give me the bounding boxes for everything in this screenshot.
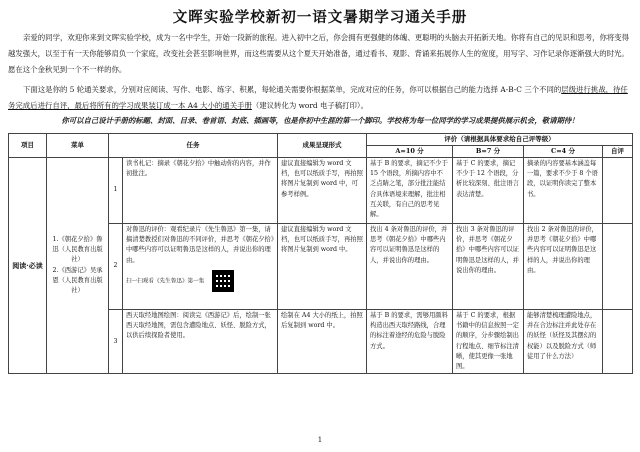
header-format: 成果呈现形式 [278,134,367,158]
qr-code-icon[interactable] [212,270,234,292]
project-label: 阅读·必读 [9,158,47,374]
row-number: 1 [109,158,123,224]
grade-c-cell: 能够清楚梳理遭险地点，并在合边标注并此处存在的妖怪（妖怪及其摆幻的权能）以及脱险方式（师徒用了什么方法） [524,310,603,374]
header-project: 项目 [9,134,47,158]
menu-cell: 1.《朝花夕拾》鲁迅（人民教育出版社） 2.《西游记》吴承恩（人民教育出版社） [47,158,109,374]
qr-caption: 扫一扫观看《先生鲁迅》第一集 [126,278,205,285]
grade-a-cell: 基于 B 的要求，摘记不少于 15 个语段，所摘内容中不乏点睛之笔，部分批注能结合具体语境来理解，批注相互关联，有自己的思考见解。 [367,158,453,224]
format-cell: 绘制在 A4 大小的纸上，拍照后复制到 word 中。 [278,310,367,374]
grade-b-cell: 基于 C 的要求，摘记不少于 12 个语段，分析比较深刻、批注语言表达清楚。 [453,158,524,224]
self-eval-cell[interactable] [603,158,633,224]
intro-paragraph: 亲爱的同学，欢迎你来到文晖实验学校，成为一名中学生，开始一段新的旅程。进入初中之后，你会拥有更强健的体魄、更聪明的头脑去开拓新天地。你将有自己的见识和思考，你将变得越发强大，以至于有一天你能够肩负一个家庭，改变社会甚至影响世界，而这些需要从这个夏天开始准备，通过看书、观影、背诵来拓展你人生的宽度，用写字、习作记录你逐渐强大的时光。愿在这个金秋见到一个不一样的你。 [8,33,630,75]
grade-a-cell: 找出 4 条对鲁迅的评价，并思考《朝花夕拾》中哪些内容可以证明鲁迅是这样的人，并说出你的理由。 [367,224,453,310]
tip-line: 你可以自己设计手册的标题、封面、目录、卷首语、封底、插画等，也是你初中生涯的第一个脚印。学校将为每一位同学的学习成果提供展示机会，敬请期待！ [61,116,579,125]
header-eval: 评价（请根据具体要求给自己评等级） [367,134,633,146]
header-self: 自评 [603,146,633,158]
self-eval-cell[interactable] [603,224,633,310]
format-cell: 建议直接编辑为 word 文档，也可以纸质手写，再拍照将图片复制到 word 中。 [278,224,367,310]
header-menu: 菜单 [47,134,109,158]
header-grade-b: B=7 分 [453,146,524,158]
rules-text-underlined: 层级进行挑战，待任务完成后进行自评 [8,85,628,111]
rules-text-after: （建议转化为 word 电子稿打印）。 [251,101,368,111]
task-cell: 读书札记：摘录《朝花夕拾》中触动你的内容，并作初批注。 [123,158,278,224]
grade-a-cell: 基于 B 的要求，需够用颜料构造出西天取经路线，合理的标注着途经的危险与脱险方式。 [367,310,453,374]
self-eval-cell[interactable] [603,310,633,374]
task-cell [123,224,278,310]
header-task: 任务 [109,134,278,158]
task-text: 对鲁迅的评价：观看纪录片《先生鲁迅》第一集，请搞清楚教授们对鲁迅的不同评价，并思考《朝花夕拾》中哪些内容可以证明鲁迅是这样的人，并说出你的理由。 [126,226,274,264]
rules-paragraph [8,82,632,114]
grade-c-cell: 摘录的内容要基本涵盖每一篇，要求不少于 8 个语段，以证明你读完了整本书。 [524,158,603,224]
rules-text-mid: ，最后将所有的学习成果装订成一本 A4 大小的通关手册 [67,101,252,111]
header-grade-a: A=10 分 [367,146,453,158]
task-table [8,133,633,374]
header-grade-c: C=4 分 [524,146,603,158]
task-cell: 西天取经地图绘图：阅读完《西游记》后，绘制一张西天取经地图，需包含遭险地点、妖怪、脱险方式，以供后续探险者使用。 [123,310,278,374]
row-number: 2 [109,224,123,310]
grade-b-cell: 基于 C 的要求，根据书籍中的信息按照一定的顺序，分步骤绘制出行程地点、细节标注清晰，使其更像一张地图。 [453,310,524,374]
page-number: 1 [317,436,323,444]
rules-text-before: 下面这是你的 5 轮通关要求，分别对应阅读、写作、电影、练字、积累，每轮通关需要你根据菜单，完成对应的任务，你可以根据自己的能力选择 A-B-C 三个不同的 [23,85,562,94]
row-number: 3 [109,310,123,374]
format-cell: 建议直接编辑为 word 文档，也可以纸质手写，再拍照将图片复制到 word 中，可参考样例。 [278,158,367,224]
table-header-row-1 [9,134,633,146]
table-row [9,158,633,224]
grade-c-cell: 找出 2 条对鲁迅的评价，并思考《朝花夕拾》中哪些内容可以证明鲁迅是这样的人，并说出你的理由。 [524,224,603,310]
page-title: 文晖实验学校新初一语文暑期学习通关手册 [172,9,468,26]
grade-b-cell: 找出 3 条对鲁迅的评价，并思考《朝花夕拾》中哪些内容可以证明鲁迅是这样的人，并说出你的理由。 [453,224,524,310]
